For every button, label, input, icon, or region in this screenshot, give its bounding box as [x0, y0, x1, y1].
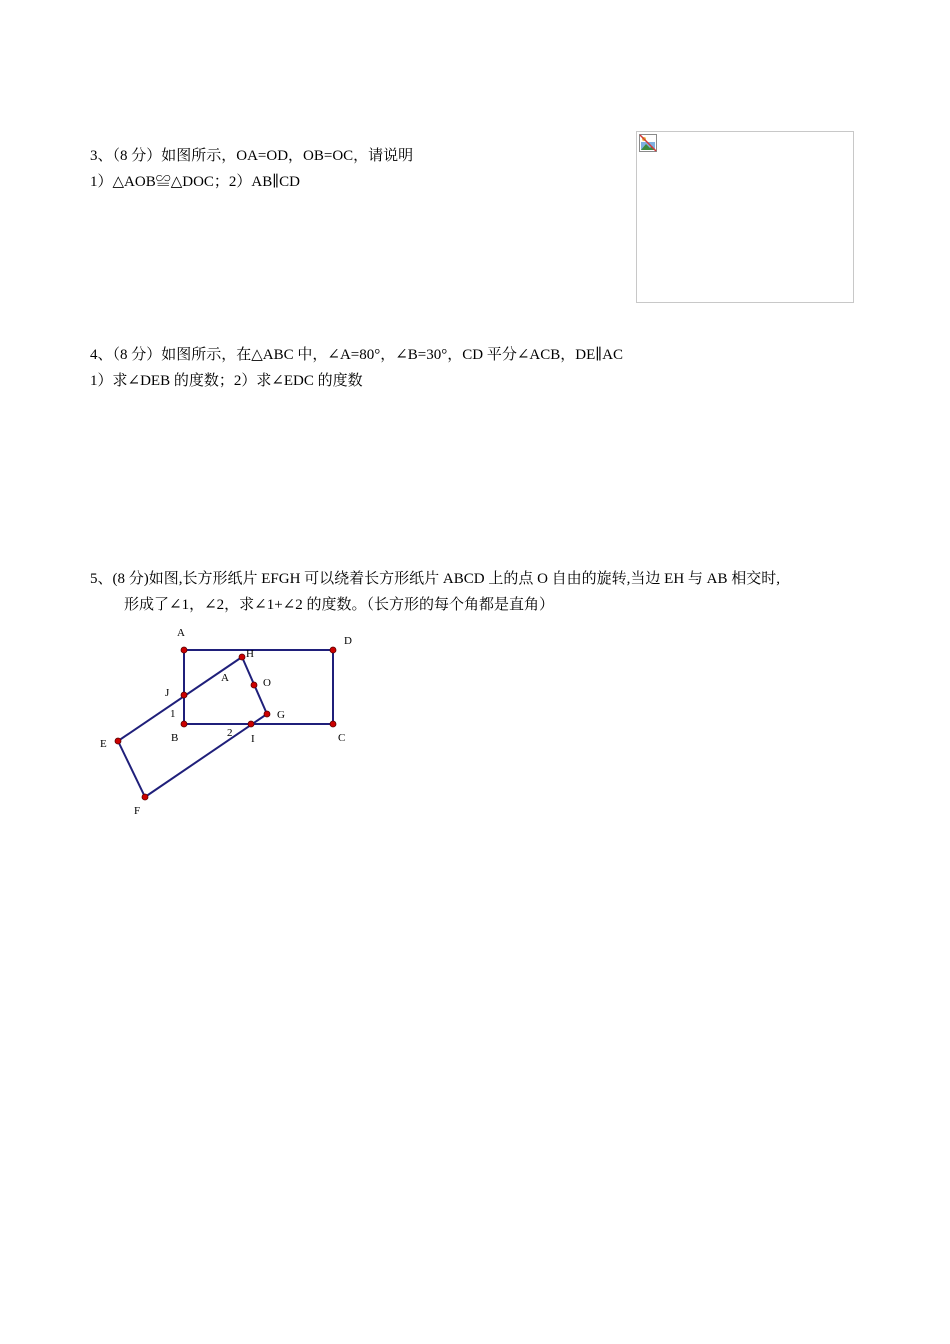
label-e: E	[100, 738, 107, 750]
point-f	[142, 794, 148, 800]
point-e	[115, 738, 121, 744]
q3-figure-placeholder	[636, 131, 854, 303]
label-f: F	[134, 805, 141, 817]
point-d	[330, 647, 336, 653]
point-j	[181, 692, 187, 698]
q5-line1: 5、(8 分)如图,长方形纸片 EFGH 可以绕着长方形纸片 ABCD 上的点 O 自由的旋转,当边 EH 与 AB 相交时,	[90, 571, 781, 587]
point-a	[181, 647, 187, 653]
label-i: I	[251, 733, 255, 745]
q3-line1: 3、（8 分）如图所示，OA=OD，OB=OC，请说明	[90, 148, 414, 164]
label-d: D	[344, 635, 352, 647]
point-o	[251, 682, 257, 688]
figure-labels	[100, 627, 352, 817]
point-i	[248, 721, 254, 727]
q4-line2: 1）求∠DEB 的度数；2）求∠EDC 的度数	[90, 373, 363, 389]
label-c: C	[338, 732, 346, 744]
label-g: G	[277, 709, 285, 721]
q3-line2: 1）△AOB≌△DOC；2）AB∥CD	[90, 174, 301, 190]
point-b	[181, 721, 187, 727]
rectangle-abcd	[184, 650, 333, 724]
q5-line2: 形成了∠1，∠2，求∠1+∠2 的度数。（长方形的每个角都是直角）	[124, 597, 554, 613]
label-angle-2: 2	[227, 727, 233, 739]
point-g	[264, 711, 270, 717]
point-h	[239, 654, 245, 660]
label-a-inner: A	[221, 672, 229, 684]
label-j: J	[165, 687, 170, 699]
label-a: A	[177, 627, 185, 639]
label-b: B	[171, 732, 179, 744]
segment-he	[118, 657, 242, 741]
label-h: H	[246, 648, 254, 660]
q5-rectangles-figure	[90, 620, 370, 820]
broken-image-icon	[638, 133, 658, 153]
q4-line1: 4、（8 分）如图所示，在△ABC 中，∠A=80°，∠B=30°，CD 平分∠ACB，DE∥AC	[90, 347, 624, 363]
label-o: O	[263, 677, 271, 689]
point-c	[330, 721, 336, 727]
label-angle-1: 1	[170, 708, 176, 720]
segment-ef	[118, 741, 145, 797]
